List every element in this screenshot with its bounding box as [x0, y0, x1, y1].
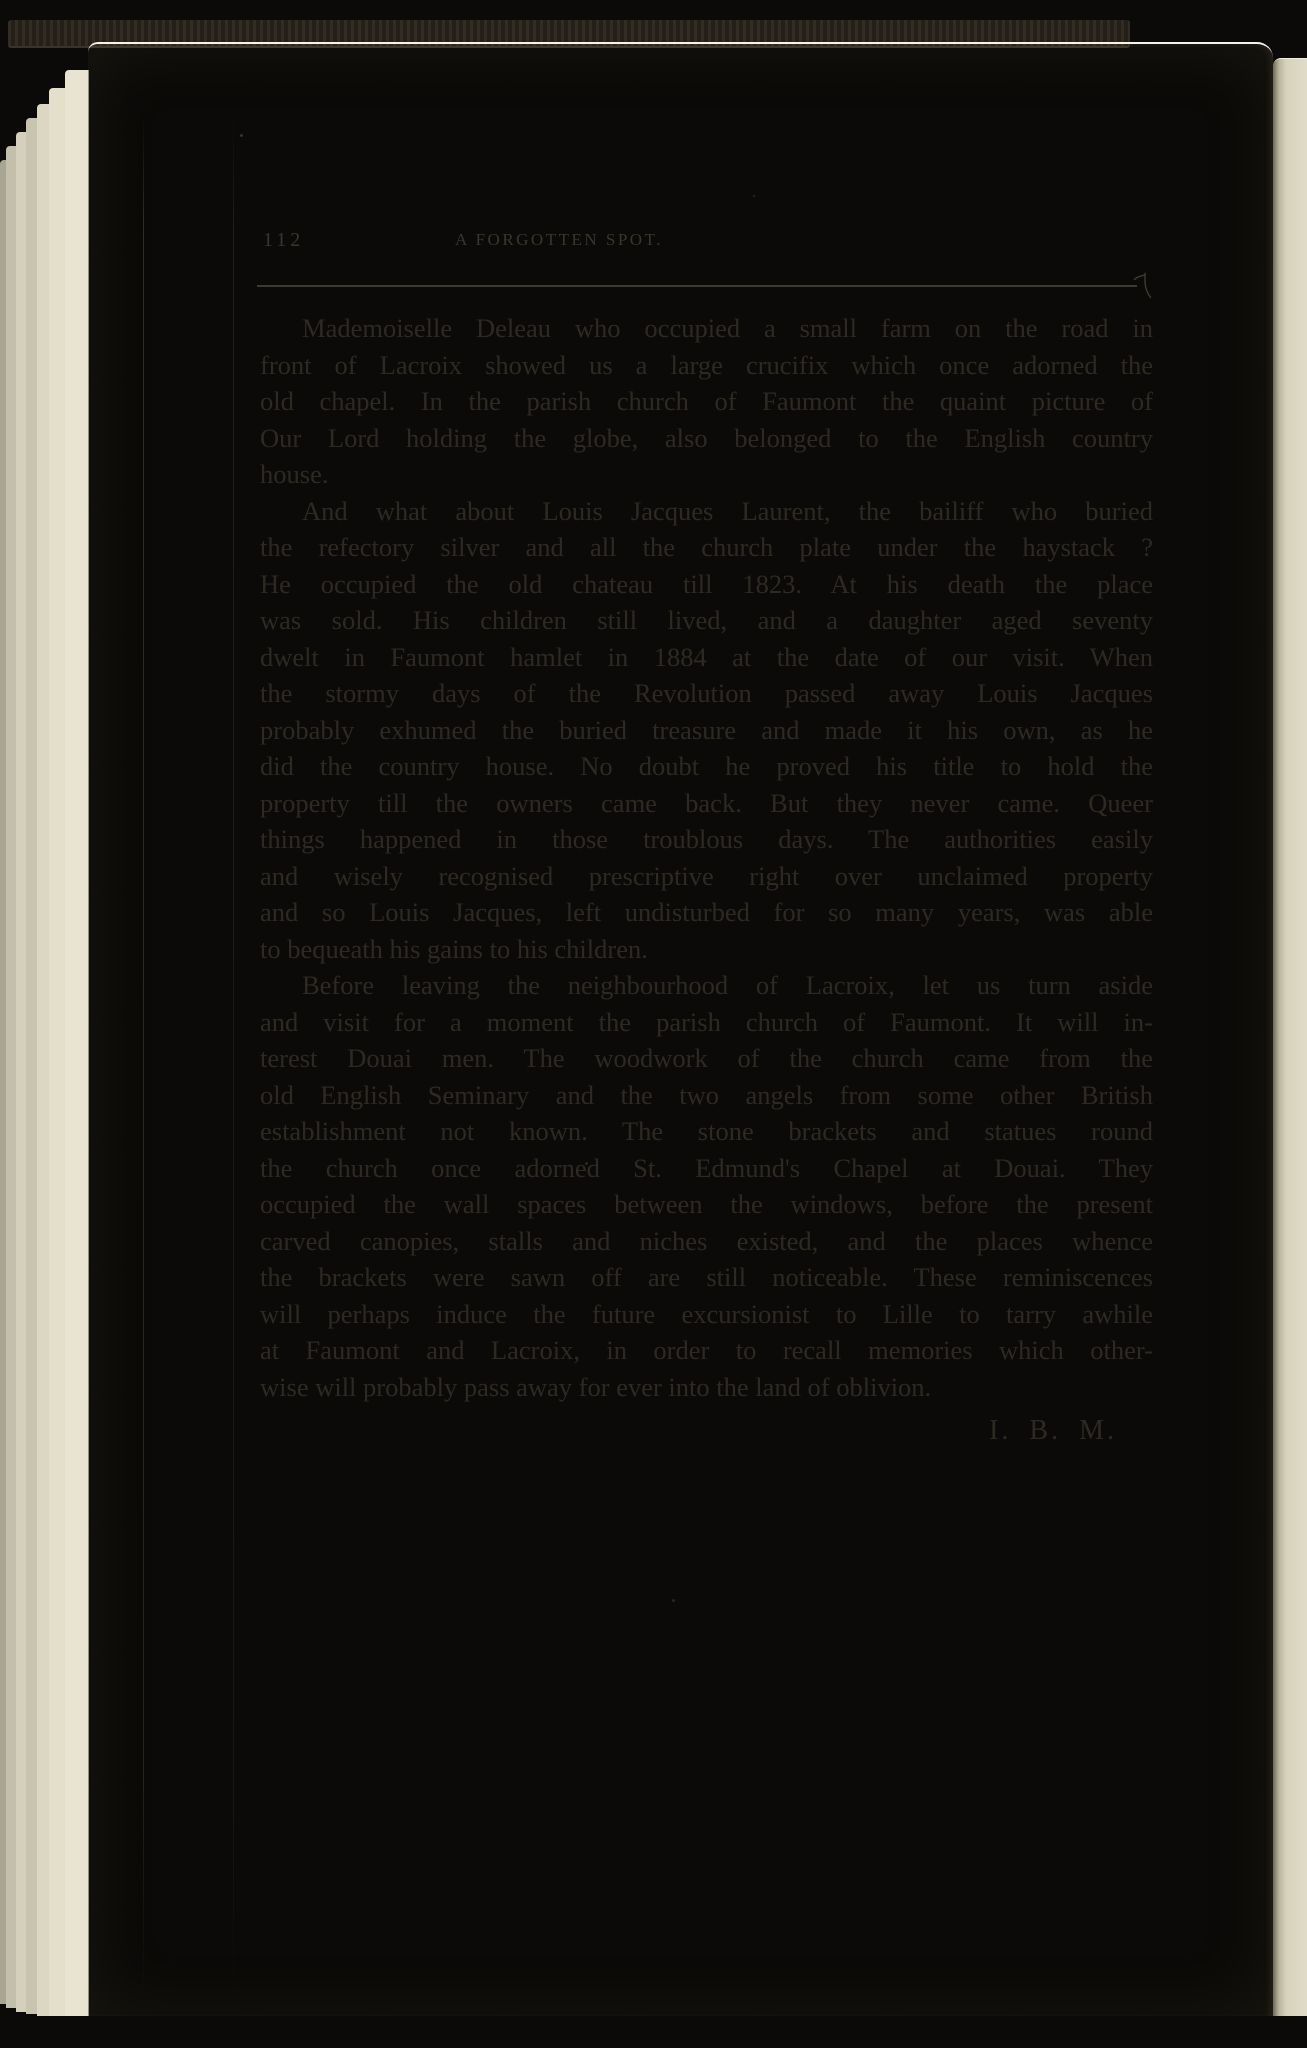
text-line: was sold. His children still lived, and a daughter aged seventy — [260, 605, 1153, 635]
page-edge-strip — [49, 88, 66, 2016]
dust-speck — [585, 1162, 588, 1165]
text-line: at Faumont and Lacroix, in order to recall memories which other- — [260, 1335, 1153, 1365]
text-line: did the country house. No doubt he proved his title to hold the — [260, 751, 1153, 781]
text-line: establishment not known. The stone brackets and statues round — [260, 1116, 1153, 1146]
author-initials: I. B. M. — [989, 1415, 1117, 1446]
dust-speck — [753, 195, 755, 197]
dust-speck — [672, 1599, 675, 1602]
body-text — [260, 310, 1153, 1405]
running-title: A FORGOTTEN SPOT. — [455, 230, 663, 249]
text-line: And what about Louis Jacques Laurent, the bailiff who buried — [302, 495, 1153, 526]
header-rule — [257, 285, 1137, 287]
text-line: dwelt in Faumont hamlet in 1884 at the date of our visit. When — [260, 641, 1153, 672]
text-line: He occupied the old chateau till 1823. At his death the place — [260, 568, 1153, 599]
next-page-edge — [1273, 58, 1307, 2017]
text-line: the stormy days of the Revolution passed away Louis Jacques — [260, 678, 1153, 708]
page-header — [88, 229, 1273, 259]
text-line: the brackets were sawn off are still noticeable. These reminiscences — [260, 1262, 1153, 1292]
text-line: Our Lord holding the globe, also belonged to the English country — [260, 422, 1153, 453]
text-line: things happened in those troublous days. The authorities easily — [260, 824, 1153, 854]
text-line: the church once adorned St. Edmund's Chapel at Douai. They — [260, 1152, 1153, 1183]
text-line: and visit for a moment the parish church of Faumont. It will in- — [260, 1006, 1153, 1037]
dust-speck — [240, 134, 243, 137]
text-line: old English Seminary and the two angels from some other British — [260, 1079, 1153, 1110]
text-line: carved canopies, stalls and niches existed, and the places whence — [260, 1225, 1153, 1256]
text-line: will perhaps induce the future excursionist to Lille to tarry awhile — [260, 1298, 1153, 1329]
text-line: Before leaving the neighbourhood of Lacroix, let us turn aside — [302, 970, 1153, 1000]
gutter-fold-line — [143, 114, 144, 1999]
text-line: Mademoiselle Deleau who occupied a small farm on the road in — [302, 313, 1153, 343]
page-edge-strip — [65, 70, 89, 2016]
text-line: front of Lacroix showed us a large crucifix which once adorned the — [260, 349, 1153, 380]
pen-mark-icon — [1133, 272, 1153, 300]
text-line: occupied the wall spaces between the windows, before the present — [260, 1189, 1153, 1219]
text-line: to bequeath his gains to his children. — [260, 933, 648, 964]
text-line: and wisely recognised prescriptive right over unclaimed property — [260, 860, 1153, 891]
text-line: terest Douai men. The woodwork of the church came from the — [260, 1043, 1153, 1073]
text-line: the refectory silver and all the church plate under the haystack ? — [260, 532, 1153, 562]
book-page — [88, 42, 1273, 2018]
gutter-fold-line — [233, 114, 234, 1999]
text-line: house. — [260, 459, 329, 489]
text-line: property till the owners came back. But they never came. Queer — [260, 787, 1153, 818]
text-line: and so Louis Jacques, left undisturbed for so many years, was able — [260, 897, 1153, 927]
bottom-background — [0, 2016, 1307, 2048]
text-line: wise will probably pass away for ever into the land of oblivion. — [260, 1371, 932, 1402]
text-line: old chapel. In the parish church of Faumont the quaint picture of — [260, 386, 1153, 416]
page-number: 112 — [263, 229, 305, 251]
text-line: probably exhumed the buried treasure and made it his own, as he — [260, 714, 1153, 745]
